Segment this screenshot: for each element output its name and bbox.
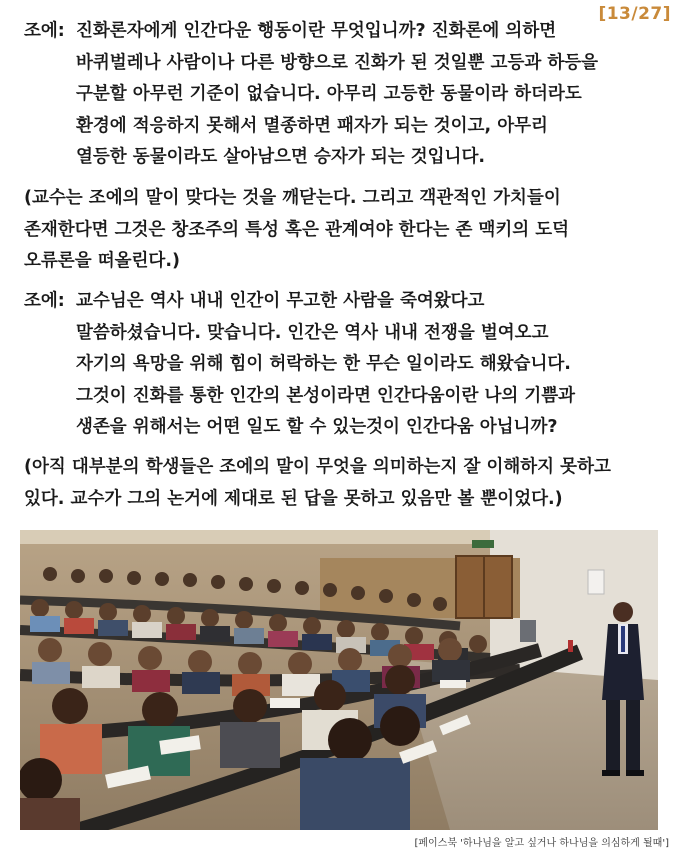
narration-line: 있다. 교수가 그의 논거에 제대로 된 답을 못하고 있음만 볼 뿐이었다.): [24, 488, 563, 509]
narration-line: (교수는 조에의 말이 맞다는 것을 깨닫는다. 그리고 객관적인 가치들이: [24, 188, 561, 208]
dialogue-line: 환경에 적응하지 못해서 멸종하면 패자가 되는 것이고, 아무리: [76, 115, 548, 136]
dialogue-line: 말씀하셨습니다. 맞습니다. 인간은 역사 내내 전쟁을 벌여오고: [76, 322, 549, 343]
dialogue-first-line: [24, 286, 664, 318]
page-counter: [13/27]: [598, 4, 671, 24]
dialogue-block-2: [24, 286, 664, 444]
speaker-label: 조에:: [24, 291, 65, 311]
dialogue-line: 그것이 진화를 통한 인간의 본성이라면 인간다움이란 나의 기쁨과: [76, 385, 576, 406]
narration-block-1: [24, 183, 664, 278]
dialogue-text: 교수님은 역사 내내 인간이 무고한 사람을 죽여왔다고: [76, 291, 485, 311]
narration-line: 존재한다면 그것은 창조주의 특성 혹은 관계여야 한다는 존 맥키의 도덕: [24, 219, 570, 240]
speaker-label: 조에:: [24, 21, 65, 41]
source-caption: [페이스북 '하나님을 알고 싶거나 하나님을 의심하게 될때']: [414, 838, 669, 849]
dialogue-line: 바퀴벌레나 사람이나 다른 방향으로 진화가 된 것일뿐 고등과 하등을: [76, 52, 599, 73]
dialogue-first-line: [24, 16, 664, 48]
narration-line: (아직 대부분의 학생들은 조에의 말이 무엇을 의미하는지 잘 이해하지 못하고: [24, 457, 611, 477]
dialogue-line: 자기의 욕망을 위해 힘이 허락하는 한 무슨 일이라도 해왔습니다.: [76, 354, 571, 374]
lecture-hall-photo: [20, 530, 658, 830]
dialogue-line: 열등한 동물이라도 살아남으면 승자가 되는 것입니다.: [76, 147, 486, 167]
dialogue-block-1: [24, 16, 664, 174]
dialogue-text: 진화론자에게 인간다운 행동이란 무엇입니까? 진화론에 의하면: [76, 21, 557, 41]
narration-line: 오류론을 떠올린다.): [24, 251, 180, 271]
narration-block-2: [24, 452, 664, 515]
dialogue-line: 생존을 위해서는 어떤 일도 할 수 있는것이 인간다움 아닙니까?: [76, 417, 558, 437]
dialogue-line: 구분할 아무런 기준이 없습니다. 아무리 고등한 동물이라 하더라도: [76, 84, 582, 104]
